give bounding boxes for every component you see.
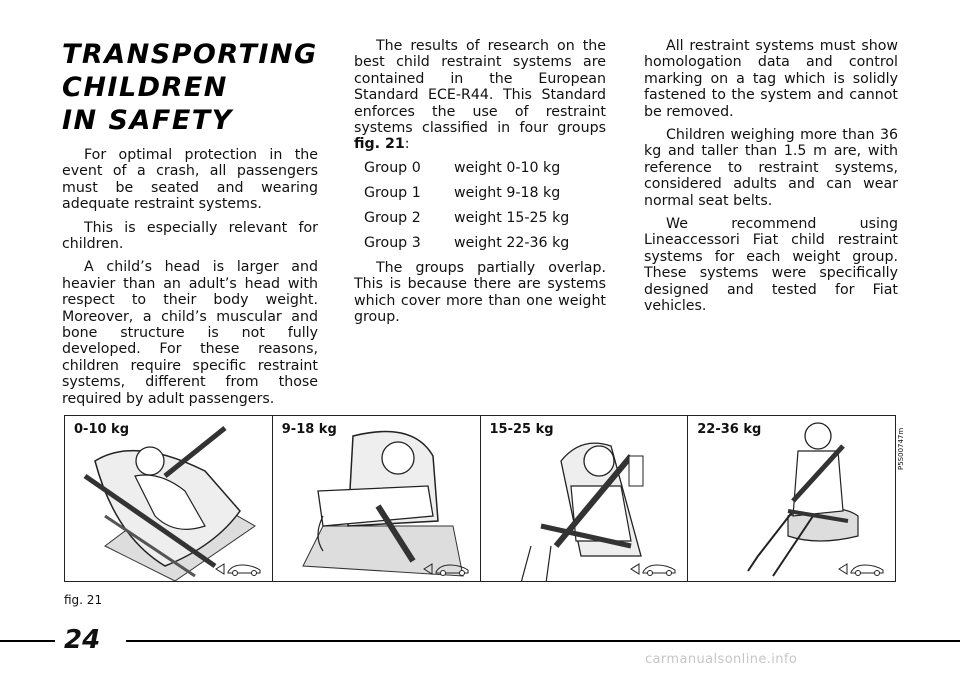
footer-rule-left <box>0 640 55 642</box>
booster-cushion-illustration <box>688 416 895 581</box>
car-direction-icon <box>422 561 472 577</box>
group-name: Group 2 <box>364 209 421 226</box>
column-1 <box>62 38 318 414</box>
car-direction-icon <box>214 561 264 577</box>
column-3 <box>644 38 898 322</box>
group-name: Group 3 <box>364 234 421 251</box>
figure-caption: fig. 21 <box>64 593 103 607</box>
group-weight: weight 22-36 kg <box>454 234 570 251</box>
group-row <box>354 160 606 176</box>
paragraph: The groups partially overlap. This is because there are systems which cover more than one weight group. <box>354 259 606 326</box>
paragraph: This is especially relevant for children. <box>62 219 318 253</box>
figure-code: P5S00747m <box>897 427 905 470</box>
infant-seat-illustration <box>65 416 273 581</box>
group-row <box>354 185 606 201</box>
paragraph <box>354 38 606 153</box>
group-row <box>354 210 606 226</box>
figure-panel-group-3 <box>688 416 895 581</box>
paragraph: A child’s head is larger and heavier than an adult’s head with respect to their body weight. Moreover, a child’s muscular and bone structure is not fully developed. For these reasons, children require specific restraint systems, different from those required by adult passengers. <box>62 259 318 407</box>
group-weight: weight 0-10 kg <box>454 159 561 176</box>
booster-seat-illustration <box>481 416 689 581</box>
weight-label: 9-18 kg <box>281 422 337 437</box>
figure-21 <box>64 415 896 582</box>
title-line-1: TRANSPORTING <box>62 39 318 70</box>
title-line-2: CHILDREN <box>62 72 228 103</box>
group-weight: weight 15-25 kg <box>454 209 570 226</box>
group-name: Group 0 <box>364 159 421 176</box>
weight-label: 22-36 kg <box>697 422 762 437</box>
paragraph: For optimal protection in the event of a crash, all passengers must be seated and wearing adequate restraint systems. <box>62 147 318 213</box>
figref-suffix: : <box>404 136 410 153</box>
group-weight: weight 9-18 kg <box>454 184 561 201</box>
weight-label: 0-10 kg <box>74 422 130 437</box>
car-direction-icon <box>837 561 887 577</box>
figure-panel-group-0 <box>65 416 273 581</box>
car-direction-icon <box>629 561 679 577</box>
child-seat-illustration <box>273 416 481 581</box>
group-name: Group 1 <box>364 184 421 201</box>
watermark: carmanualsonline.info <box>645 652 798 667</box>
page-title <box>62 38 318 137</box>
page-number: 24 <box>64 625 101 655</box>
title-line-3: IN SAFETY <box>62 105 233 136</box>
paragraph: We recommend using Lineaccessori Fiat child restraint systems for each weight group. These systems were specifically designed and tested for Fiat vehicles. <box>644 216 898 315</box>
paragraph: Children weighing more than 36 kg and taller than 1.5 m are, with reference to restraint systems, considered adults and can wear normal seat belts. <box>644 127 898 209</box>
figure-reference: fig. 21 <box>354 136 405 153</box>
column-2 <box>354 38 606 332</box>
figure-panel-group-1 <box>273 416 481 581</box>
group-list <box>354 160 606 251</box>
footer-rule-right <box>126 640 960 642</box>
paragraph: All restraint systems must show homologation data and control marking on a tag which is solidly fastened to the system and cannot be removed. <box>644 38 898 120</box>
weight-label: 15-25 kg <box>489 422 554 437</box>
group-row <box>354 235 606 251</box>
intro-text: The results of research on the best child restraint systems are contained in the European Standard ECE-R44. This Standard enforces the use of restraint systems classified in four groups <box>354 38 606 137</box>
figure-panel-group-2 <box>481 416 689 581</box>
